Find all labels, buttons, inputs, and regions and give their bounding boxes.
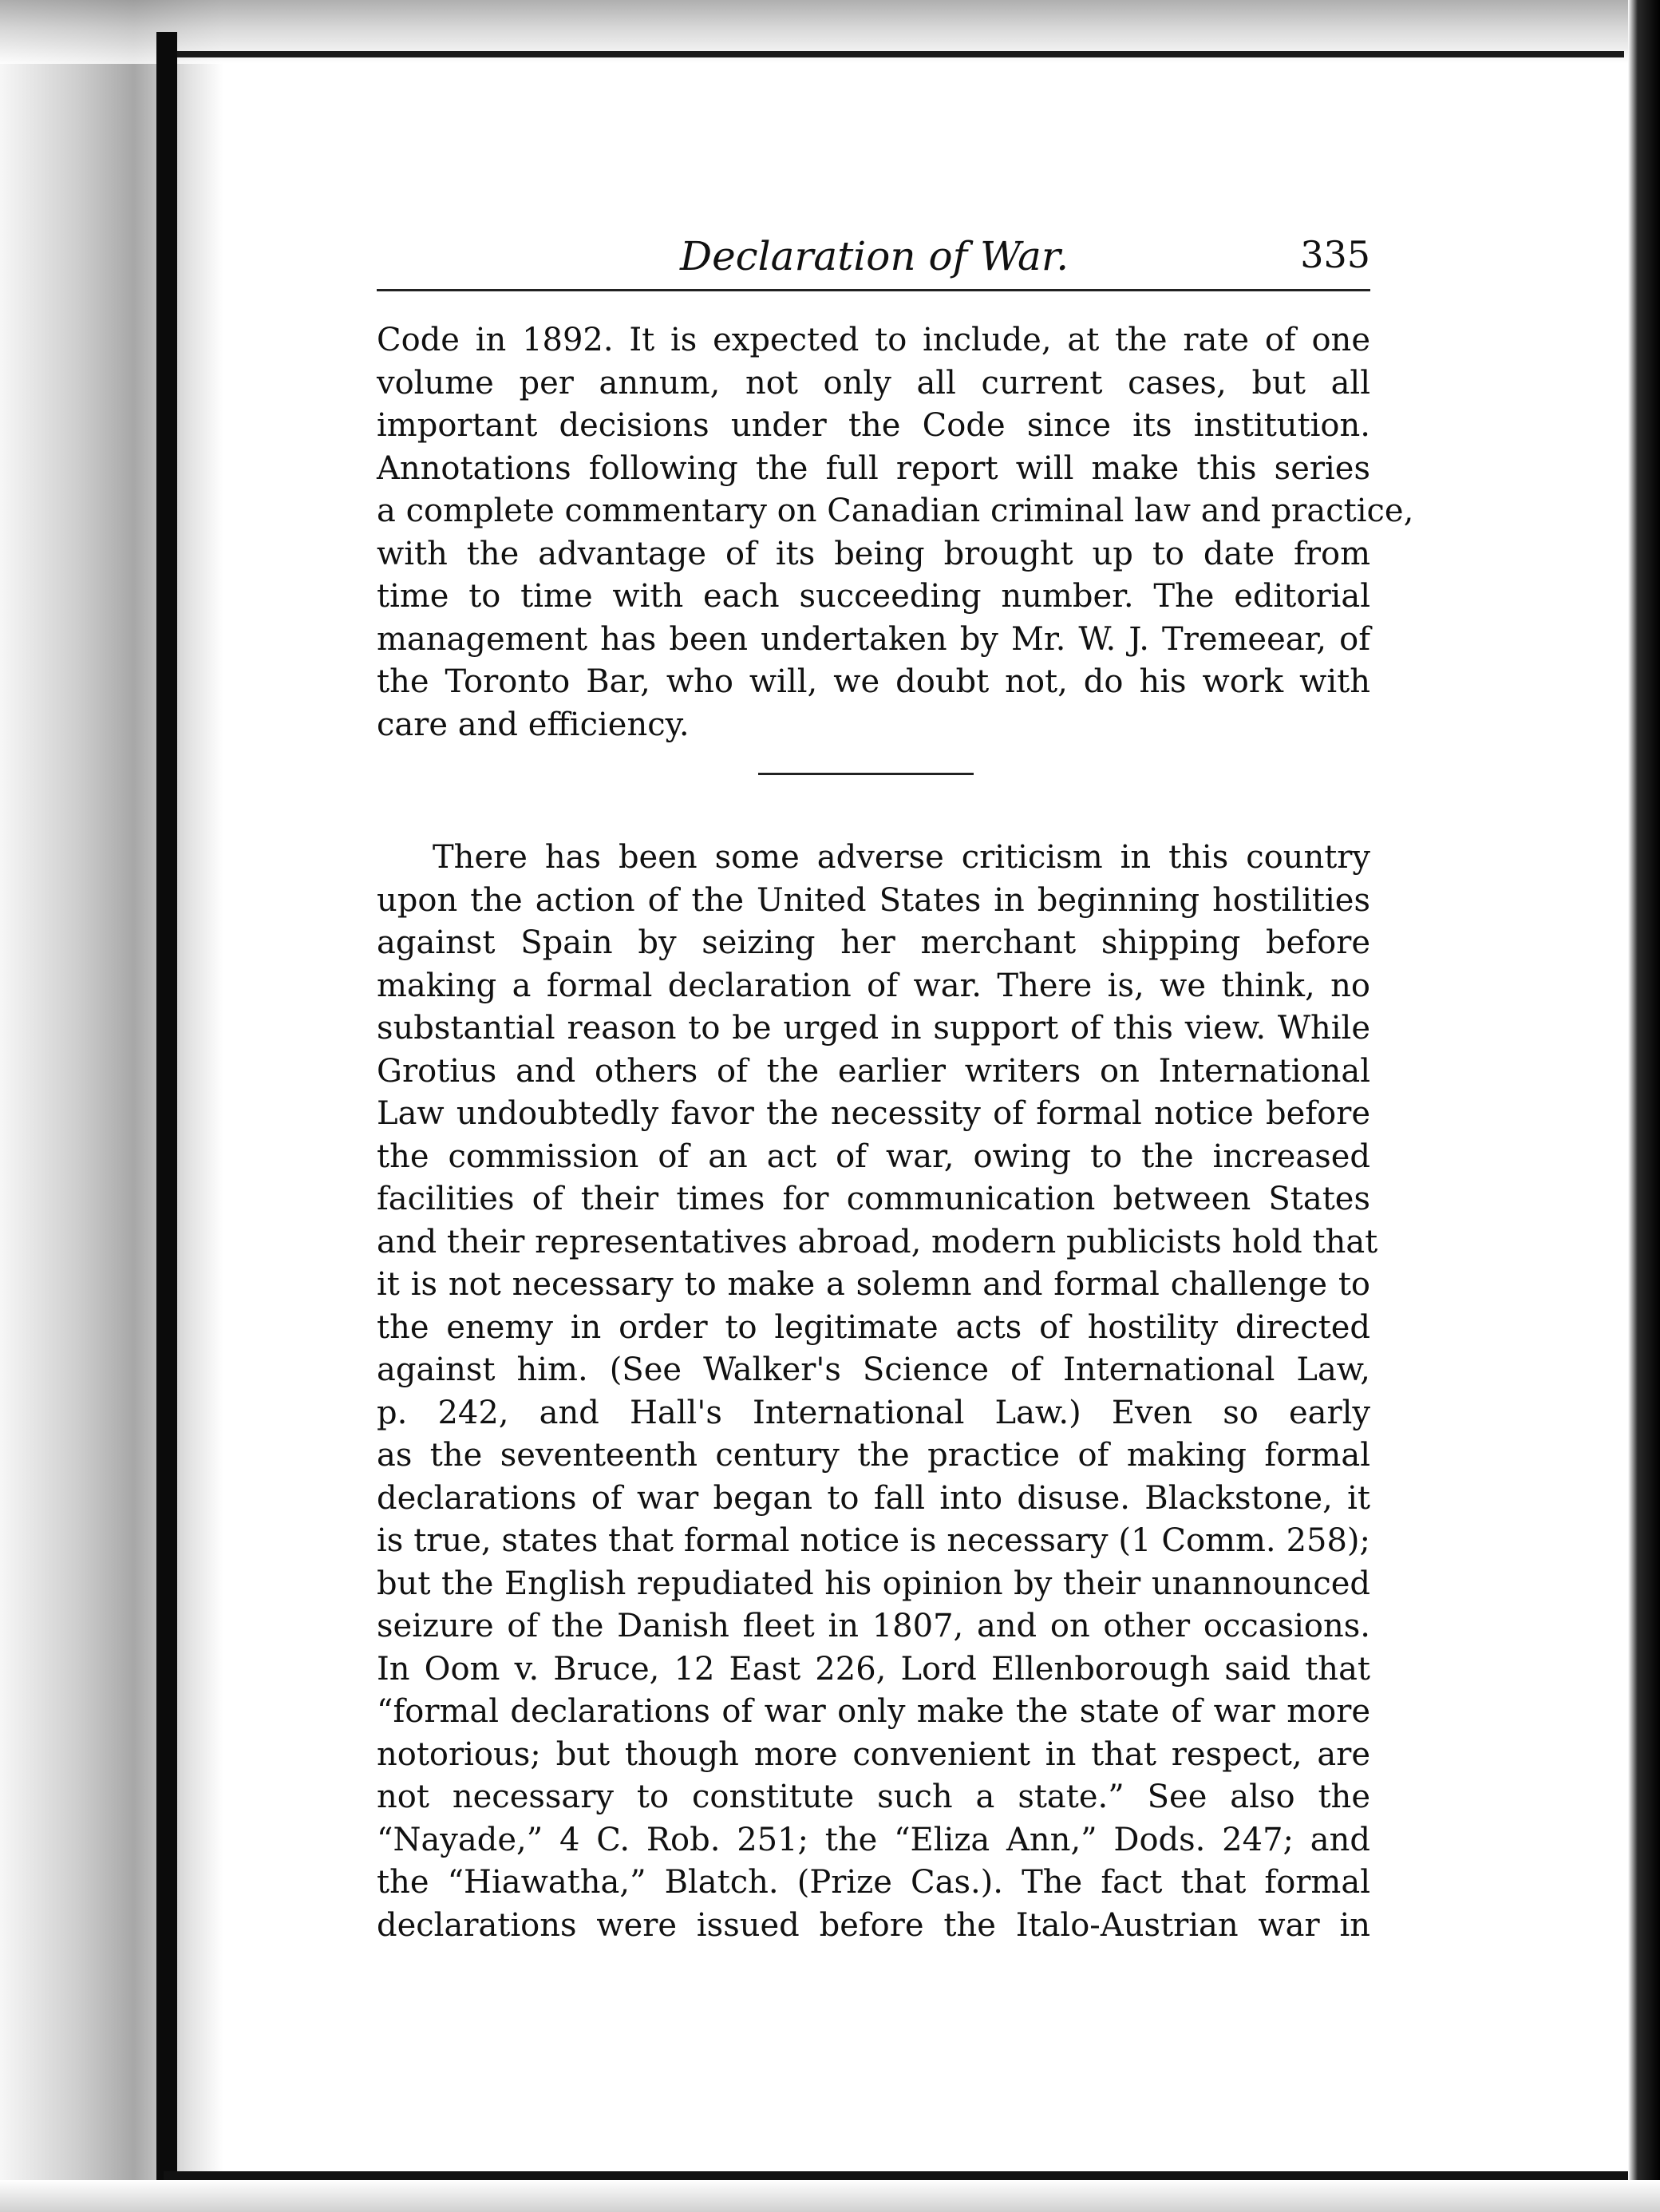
text-line: and their representatives abroad, modern publicists hold that [377,1223,1378,1260]
text-line: Law undoubtedly favor the necessity of formal notice before [377,1095,1370,1132]
text-line: against him. (See Walker's Science of International Law, [377,1351,1370,1388]
scan-shadow-bottom [0,2180,1660,2212]
text-line: management has been undertaken by Mr. W. J. Tremeear, of [377,620,1370,658]
text-line: In Oom v. Bruce, 12 East 226, Lord Ellenborough said that [377,1650,1370,1688]
page-right-edge [1628,0,1660,2212]
text-line: not necessary to constitute such a state.” See also the [377,1779,1370,1815]
text-line: facilities of their times for communication between States [377,1181,1370,1217]
text-line: making a formal declaration of war. There is, we think, no [377,967,1370,1004]
text-line: time to time with each succeeding number. The editorial [377,578,1370,615]
text-line: notorious; but though more convenient in that respect, are [377,1735,1370,1773]
section-separator [758,773,974,775]
text-line: “Nayade,” 4 C. Rob. 251; the “Eliza Ann,” Dods. 247; and [377,1821,1370,1858]
text-line: p. 242, and Hall's International Law.) Even so early [377,1394,1370,1431]
text-line: with the advantage of its being brought up to date from [377,535,1370,572]
text-line: the “Hiawatha,” Blatch. (Prize Cas.). The fact that formal [377,1864,1370,1901]
text-line: upon the action of the United States in beginning hostilities [377,881,1370,919]
text-line: “formal declarations of war only make the state of war more [377,1693,1370,1730]
text-line: important decisions under the Code since its institution. [377,407,1370,444]
text-line: the enemy in order to legitimate acts of hostility directed [377,1308,1370,1346]
text-line: substantial reason to be urged in support of this view. While [377,1010,1370,1047]
text-line: against Spain by seizing her merchant shipping before [377,924,1370,961]
running-title: Declaration of War. [680,233,1069,279]
paragraph-2 [377,837,1378,1947]
text-line: seizure of the Danish fleet in 1807, and on other occasions. [377,1608,1370,1644]
text-line: Code in 1892. It is expected to include, at the rate of one [377,322,1370,358]
text-line: the Toronto Bar, who will, we doubt not, do his work with [377,663,1370,700]
text-line: as the seventeenth century the practice of making formal [377,1437,1370,1474]
scan-shadow-left [0,0,223,2212]
header-rule [377,289,1370,291]
text-line: Grotius and others of the earlier writers on International [377,1052,1370,1090]
text-line: but the English repudiated his opinion by their unannounced [377,1565,1370,1602]
book-spine [156,32,177,2187]
text-line: is true, states that formal notice is necessary (1 Comm. 258); [377,1522,1370,1559]
text-line: declarations of war began to fall into disuse. Blackstone, it [377,1479,1370,1517]
text-line: declarations were issued before the Italo-Austrian war in [377,1906,1370,1944]
text-line: There has been some adverse criticism in this country [433,839,1370,876]
text-line: the commission of an act of war, owing to the increased [377,1138,1370,1175]
paragraph-1 [377,319,1414,746]
text-line: Annotations following the full report will make this series [377,449,1370,487]
page-number: 335 [1300,233,1370,276]
text-line: it is not necessary to make a solemn and formal challenge to [377,1266,1370,1303]
text-line: volume per annum, not only all current cases, but all [377,364,1370,402]
text-line: care and efficiency. [377,706,690,743]
text-line: a complete commentary on Canadian criminal law and practice, [377,493,1414,529]
running-header [377,233,1370,289]
page-top-edge [164,51,1624,57]
